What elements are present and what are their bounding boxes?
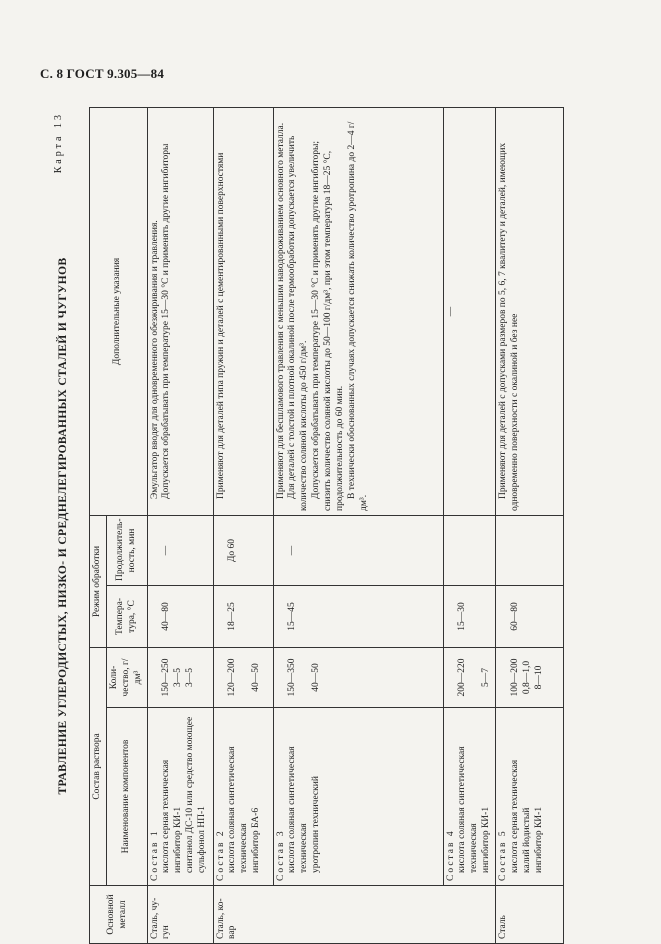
component-line: ингибитор БА-6 [251, 807, 262, 873]
notes-cell [496, 107, 564, 515]
notes-cell [213, 107, 273, 515]
composition-title: Состав 3 [275, 829, 286, 881]
duration-cell [496, 515, 564, 585]
header-mode: Режим обработки [90, 515, 107, 647]
composition-title: Состав 2 [215, 829, 226, 881]
header-temperature: Темпера-тура, °С [106, 585, 147, 647]
notes-cell [273, 107, 443, 515]
composition-title: Состав 5 [498, 829, 508, 881]
header-duration: Продолжитель-ность, мин [106, 515, 147, 585]
quantity-value: 5—7 [481, 668, 492, 687]
quantities-cell [443, 647, 496, 707]
quantities-cell [213, 647, 273, 707]
quantities-cell [496, 647, 564, 707]
note-line: Применяют для деталей с допусками размеров по 5, 6, 7 квалитету и деталей, имеющих одновременно поверхности с окалиной и без нее [498, 142, 520, 511]
component-line: калий йодистый [521, 807, 532, 873]
temperature-cell [147, 585, 213, 647]
table-row [443, 107, 496, 943]
rotated-table-sheet [53, 108, 633, 944]
temperature-cell [273, 585, 443, 647]
components-cell [213, 708, 273, 886]
duration-value: — [161, 545, 172, 556]
temperature-cell [443, 585, 496, 647]
notes-cell [147, 107, 213, 515]
etching-table [89, 107, 564, 944]
quantities-cell [147, 647, 213, 707]
composition-title: Состав 1 [149, 829, 160, 881]
note-line: Применяют для деталей типа пружин и деталей с цементированными поверхностями [215, 152, 226, 499]
components-cell [273, 708, 443, 886]
header-quantity: Коли-чество, г/дм³ [106, 647, 147, 707]
header-notes: Дополнительные указания [90, 107, 148, 515]
duration-value: — [287, 545, 298, 556]
metal-cell [443, 886, 496, 944]
note-line: В технически обоснованных случаях допускается снижать количество уротропина до 2—4 г/дм³. [346, 121, 369, 511]
header-composition: Состав раствора [90, 647, 107, 885]
components-cell [147, 708, 213, 886]
component-line: синтанол ДС-10 или средство моющее сульфонол НП-1 [185, 716, 207, 873]
temperature-value: 60—80 [509, 602, 520, 631]
quantity-value: 8—10 [533, 665, 544, 690]
quantity-value: 150—250 [161, 658, 172, 697]
components-cell [496, 708, 564, 886]
component-line: кислота серная техническая [161, 759, 172, 873]
components-cell [443, 708, 496, 886]
note-line: Применяют для бесшламового травления с меньшим наводороживанием основного металла. [275, 122, 286, 499]
table-row [496, 107, 564, 943]
duration-value: До 60 [227, 538, 238, 563]
quantity-value: 40—50 [251, 663, 262, 692]
notes-cell [443, 107, 496, 515]
component-line: уротропин технический [311, 776, 322, 873]
table-row [147, 107, 213, 943]
quantity-value: 150—350 [287, 658, 298, 697]
metal-cell: Сталь, чу-гун [147, 886, 213, 944]
temperature-cell [213, 585, 273, 647]
component-line: кислота соляная синтетическая техническая [287, 746, 310, 873]
header-metal: Основной металл [90, 886, 148, 944]
note-line: Эмульгатор вводят для одновременного обезжиривания и травления. [149, 220, 160, 499]
table-row [213, 107, 273, 943]
metal-cell: Сталь, ко-вар [213, 886, 273, 944]
component-line: кислота соляная синтетическая техническая [227, 746, 250, 873]
note-line: Для деталей с толстой и плотной окалиной после термообработки допускается увеличить количество соляной кислоты до 450 г/дм³. [287, 135, 310, 511]
quantities-cell [273, 647, 443, 707]
card-label: Карта 13 [53, 112, 64, 174]
composition-title: Состав 4 [445, 829, 456, 881]
quantity-value: 100—200 [509, 658, 520, 697]
duration-cell [147, 515, 213, 585]
quantity-value: 120—200 [227, 658, 238, 697]
quantity-value: 3—5 [185, 668, 196, 687]
table-row [273, 107, 443, 943]
header-row-1 [90, 107, 107, 943]
metal-cell [273, 886, 443, 944]
duration-cell [213, 515, 273, 585]
component-line: ингибитор КИ-1 [533, 806, 544, 873]
component-line: кислота серная техническая [509, 759, 520, 873]
component-line: ингибитор КИ-1 [481, 806, 492, 873]
temperature-cell [496, 585, 564, 647]
quantity-value: 3—5 [173, 668, 184, 687]
note-line: Допускается обрабатывать при температуре 15—30 °С и применять другие ингибиторы [161, 143, 172, 499]
metal-cell: Сталь [496, 886, 564, 944]
duration-cell [443, 515, 496, 585]
temperature-value: 15—30 [457, 602, 468, 631]
temperature-value: 18—25 [227, 602, 238, 631]
quantity-value: 0,8—1,0 [521, 660, 532, 695]
quantity-value: 40—50 [311, 663, 322, 692]
note-line: Допускается обрабатывать при температуре 15—30 °С и применять другие ингибиторы; снизить количество соляной кислоты до 50—100 г/дм³, при этом температура 18—25 °С, продолжительность до 60 мин. [311, 140, 345, 511]
note-line: — [445, 306, 456, 317]
header-component-name: Наименование компонентов [106, 708, 147, 886]
component-line: кислота соляная синтетическая техническая [457, 746, 480, 873]
table-title: ТРАВЛЕНИЕ УГЛЕРОДИСТЫХ, НИЗКО- И СРЕДНЕЛЕГИРОВАННЫХ СТАЛЕЙ И ЧУГУНОВ [57, 257, 69, 795]
temperature-value: 40—80 [161, 602, 172, 631]
page-header: С. 8 ГОСТ 9.305—84 [40, 66, 165, 81]
temperature-value: 15—45 [287, 602, 298, 631]
duration-cell [273, 515, 443, 585]
component-line: ингибитор КИ-1 [173, 806, 184, 873]
quantity-value: 200—220 [457, 658, 468, 697]
